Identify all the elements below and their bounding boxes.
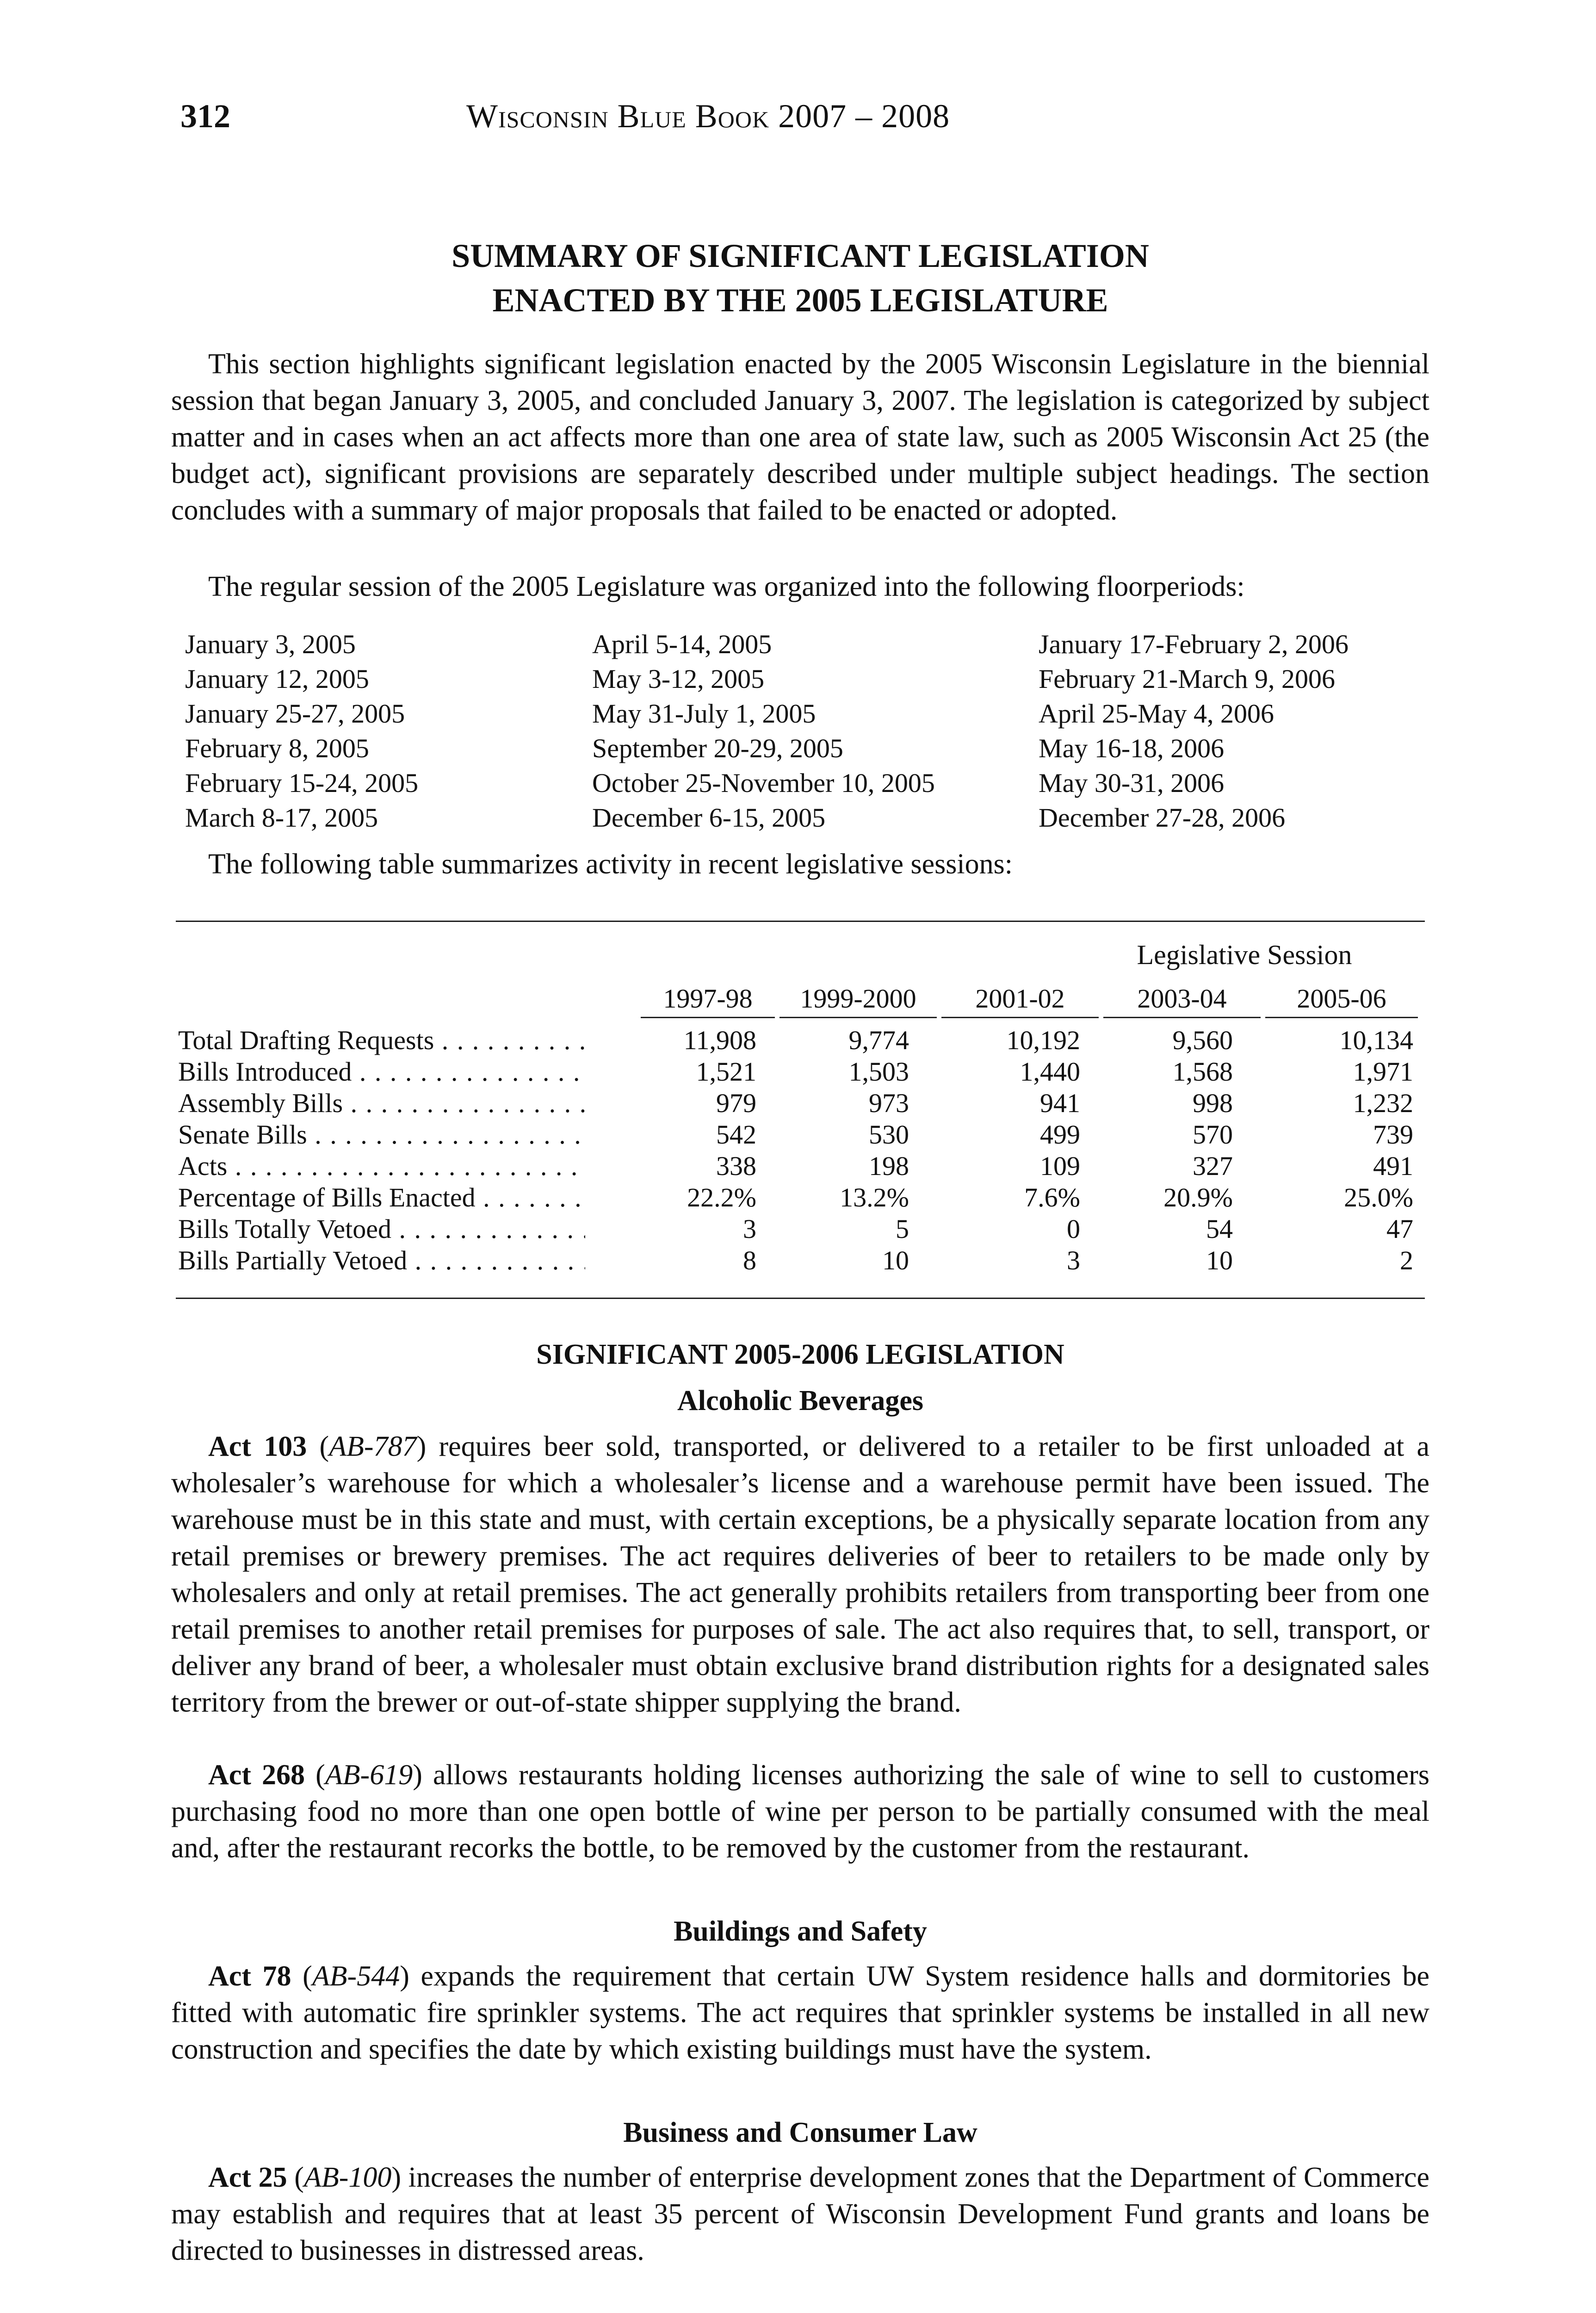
table-cell: 1,440 (1020, 1057, 1080, 1087)
floorperiod-item: September 20-29, 2005 (592, 733, 843, 763)
table-cell: 542 (716, 1119, 756, 1150)
table-cell: 941 (1040, 1088, 1080, 1118)
act-description: allows restaurants holding licenses authorizing the sale of wine to sell to customers purchasing food no more than one open bottle of wine per person to be partially consumed with the meal and, after the restaurant recorks the bottle, to be removed by the customer from the restaurant. (171, 1759, 1429, 1864)
row-label: Total Drafting Requests . . . (178, 1025, 585, 1056)
floorperiod-item: May 31-July 1, 2005 (592, 699, 816, 729)
table-row (178, 1245, 1427, 1276)
floorperiods-column-1 (185, 627, 418, 835)
floorperiod-item: April 25-May 4, 2006 (1039, 699, 1274, 729)
column-header: 2001-02 (941, 983, 1099, 1018)
table-row (178, 1025, 1427, 1056)
table-row (178, 1182, 1427, 1213)
floorperiod-item: October 25-November 10, 2005 (592, 768, 935, 798)
section-heading: SIGNIFICANT 2005-2006 LEGISLATION (536, 1339, 1064, 1370)
bill-number: AB-100 (303, 2162, 392, 2193)
table-cell: 109 (1040, 1151, 1080, 1181)
table-cell: 1,521 (696, 1057, 756, 1087)
floorperiod-item: February 21-March 9, 2006 (1039, 664, 1336, 694)
bill-number: AB-619 (325, 1759, 413, 1791)
table-cell: 973 (869, 1088, 909, 1118)
table-cell: 3 (743, 1214, 756, 1244)
table-cell: 1,503 (848, 1057, 909, 1087)
floorperiod-item: March 8-17, 2005 (185, 803, 378, 833)
bill-number: AB-544 (312, 1960, 400, 1992)
row-label: Bills Totally Vetoed . . . (178, 1213, 585, 1244)
main-title-line2: ENACTED BY THE 2005 LEGISLATURE (492, 282, 1108, 319)
table-bottom-rule (176, 1298, 1425, 1299)
table-cell: 499 (1040, 1119, 1080, 1150)
table-cell: 9,560 (1172, 1025, 1233, 1055)
table-cell: 530 (869, 1119, 909, 1150)
table-cell: 570 (1193, 1119, 1233, 1150)
table-cell: 20.9% (1163, 1182, 1233, 1212)
column-header: 2005-06 (1265, 983, 1418, 1018)
act-number: Act 268 (208, 1759, 305, 1791)
table-cell: 8 (743, 1245, 756, 1275)
floorperiod-item: February 8, 2005 (185, 733, 369, 763)
main-title-line1: SUMMARY OF SIGNIFICANT LEGISLATION (452, 237, 1149, 274)
floorperiod-item: January 17-February 2, 2006 (1039, 629, 1349, 659)
running-title: Wisconsin Blue Book 2007 – 2008 (466, 98, 950, 135)
floorperiod-item: May 16-18, 2006 (1039, 733, 1225, 763)
table-cell: 1,568 (1172, 1057, 1233, 1087)
act-number: Act 103 (208, 1431, 307, 1462)
act-description: increases the number of enterprise development zones that the Department of Commerce may establish and requires that at least 35 percent of Wisconsin Development Fund grants and loans be directed to businesses in distressed areas. (171, 2162, 1429, 2266)
table-title: Legislative Session (1137, 940, 1352, 970)
floorperiod-item: January 3, 2005 (185, 629, 356, 659)
table-cell: 10 (882, 1245, 909, 1275)
column-header: 2003-04 (1103, 983, 1261, 1018)
table-cell: 7.6% (1024, 1182, 1080, 1212)
act-268-paragraph: Act 268 (AB-619) allows restaurants holding licenses authorizing the sale of wine to sell to customers purchasing food no more than one open bottle of wine per person to be partially consumed with the meal and, after the restaurant recorks the bottle, to be removed by the customer from the restaurant. (171, 1759, 1429, 1864)
floorperiod-item: January 25-27, 2005 (185, 699, 405, 729)
table-cell: 11,908 (683, 1025, 756, 1055)
table-cell: 998 (1193, 1088, 1233, 1118)
intro-paragraph: This section highlights significant legislation enacted by the 2005 Wisconsin Legislature in the biennial session that began January 3, 2005, and concluded January 3, 2007. The legislation is categorized by subject matter and in cases when an act affects more than one area of state law, such as 2005 Wisconsin Act 25 (the budget act), significant provisions are separately described under multiple subject headings. The section concludes with a summary of major proposals that failed to be enacted or adopted. (171, 348, 1429, 526)
table-cell: 54 (1206, 1214, 1233, 1244)
floorperiods-column-2 (592, 627, 935, 835)
table-cell: 2 (1400, 1245, 1413, 1275)
table-cell: 47 (1386, 1214, 1413, 1244)
row-label: Assembly Bills . . . (178, 1088, 585, 1119)
act-78-paragraph: Act 78 (AB-544) expands the requirement that certain UW System residence halls and dormitories be fitted with automatic fire sprinkler systems. The act requires that sprinkler systems be installed in all new construction and specifies the date by which existing buildings must have the system. (171, 1960, 1429, 2065)
table-row (178, 1056, 1427, 1088)
table-top-rule (176, 921, 1425, 922)
column-header: 1999-2000 (779, 983, 937, 1018)
row-label: Senate Bills . . . (178, 1119, 585, 1150)
subheading-alcoholic-beverages: Alcoholic Beverages (677, 1385, 924, 1416)
page-number: 312 (180, 98, 230, 135)
table-cell: 22.2% (687, 1182, 756, 1212)
table-cell: 9,774 (848, 1025, 909, 1055)
subheading-buildings-and-safety: Buildings and Safety (674, 1916, 927, 1947)
row-label: Bills Introduced . . . (178, 1056, 585, 1087)
floorperiods-list (185, 627, 1434, 840)
table-cell: 10,134 (1339, 1025, 1413, 1055)
floorperiods-intro: The regular session of the 2005 Legislature was organized into the following floorperiods: (208, 571, 1245, 602)
table-cell: 739 (1373, 1119, 1413, 1150)
table-row (178, 1213, 1427, 1245)
floorperiods-column-3 (1039, 627, 1349, 835)
table-cell: 10 (1206, 1245, 1233, 1275)
floorperiod-item: February 15-24, 2005 (185, 768, 419, 798)
table-cell: 1,971 (1353, 1057, 1413, 1087)
act-description: requires beer sold, transported, or delivered to a retailer to be first unloaded at a wholesaler’s warehouse for which a wholesaler’s license and a warehouse permit have been issued. The warehouse must be in this state and must, with certain exceptions, be a physically separate location from any retail premises or brewery premises. The act requires deliveries of beer to retailers to be made only by wholesalers and only at retail premises. The act generally prohibits retailers from transporting beer from one retail premises to another retail premises for purposes of sale. The act also requires that, to sell, transport, or deliver any brand of beer, a wholesaler must obtain exclusive brand distribution rights for a designated sales territory from the brewer or out-of-state shipper supplying the brand. (171, 1431, 1429, 1718)
act-description: expands the requirement that certain UW System residence halls and dormitories be fitted with automatic fire sprinkler systems. The act requires that sprinkler systems be installed in all new construction and specifies the date by which existing buildings must have the system. (171, 1960, 1429, 2065)
table-row (178, 1088, 1427, 1119)
table-cell: 25.0% (1344, 1182, 1413, 1212)
table-cell: 198 (869, 1151, 909, 1181)
floorperiod-item: May 30-31, 2006 (1039, 768, 1225, 798)
table-cell: 3 (1067, 1245, 1080, 1275)
table-header-row (178, 983, 1427, 1019)
row-label: Acts . . . (178, 1150, 585, 1181)
table-row (178, 1119, 1427, 1150)
table-row (178, 1150, 1427, 1182)
table-intro: The following table summarizes activity in recent legislative sessions: (208, 848, 1013, 880)
act-number: Act 78 (208, 1960, 291, 1992)
table-cell: 979 (716, 1088, 756, 1118)
table-cell: 327 (1193, 1151, 1233, 1181)
floorperiod-item: April 5-14, 2005 (592, 629, 772, 659)
legislative-activity-table (178, 939, 1427, 1291)
act-number: Act 25 (208, 2162, 287, 2193)
floorperiod-item: December 27-28, 2006 (1039, 803, 1286, 833)
floorperiod-item: January 12, 2005 (185, 664, 369, 694)
act-25-paragraph: Act 25 (AB-100) increases the number of enterprise development zones that the Department of Commerce may establish and requires that at least 35 percent of Wisconsin Development Fund grants and loans be directed to businesses in distressed areas. (171, 2162, 1429, 2266)
table-cell: 13.2% (840, 1182, 909, 1212)
floorperiod-item: May 3-12, 2005 (592, 664, 765, 694)
page-header (0, 97, 1596, 143)
table-cell: 5 (896, 1214, 909, 1244)
floorperiod-item: December 6-15, 2005 (592, 803, 826, 833)
bill-number: AB-787 (329, 1431, 417, 1462)
subheading-business-and-consumer-law: Business and Consumer Law (623, 2117, 977, 2148)
table-cell: 0 (1067, 1214, 1080, 1244)
table-cell: 491 (1373, 1151, 1413, 1181)
row-label: Bills Partially Vetoed . . . (178, 1245, 585, 1276)
table-cell: 338 (716, 1151, 756, 1181)
table-cell: 10,192 (1006, 1025, 1080, 1055)
row-label: Percentage of Bills Enacted . . . (178, 1182, 585, 1213)
table-cell: 1,232 (1353, 1088, 1413, 1118)
act-103-paragraph: Act 103 (AB-787) requires beer sold, transported, or delivered to a retailer to be first unloaded at a wholesaler’s warehouse for which a wholesaler’s license and a warehouse permit have been issued. The warehouse must be in this state and must, with certain exceptions, be a physically separate location from any retail premises or brewery premises. The act requires deliveries of beer to retailers to be made only by wholesalers and only at retail premises. The act generally prohibits retailers from transporting beer from one retail premises to another retail premises for purposes of sale. The act also requires that, to sell, transport, or deliver any brand of beer, a wholesaler must obtain exclusive brand distribution rights for a designated sales territory from the brewer or out-of-state shipper supplying the brand. (171, 1431, 1429, 1718)
column-header: 1997-98 (641, 983, 775, 1018)
main-title (171, 234, 1429, 322)
